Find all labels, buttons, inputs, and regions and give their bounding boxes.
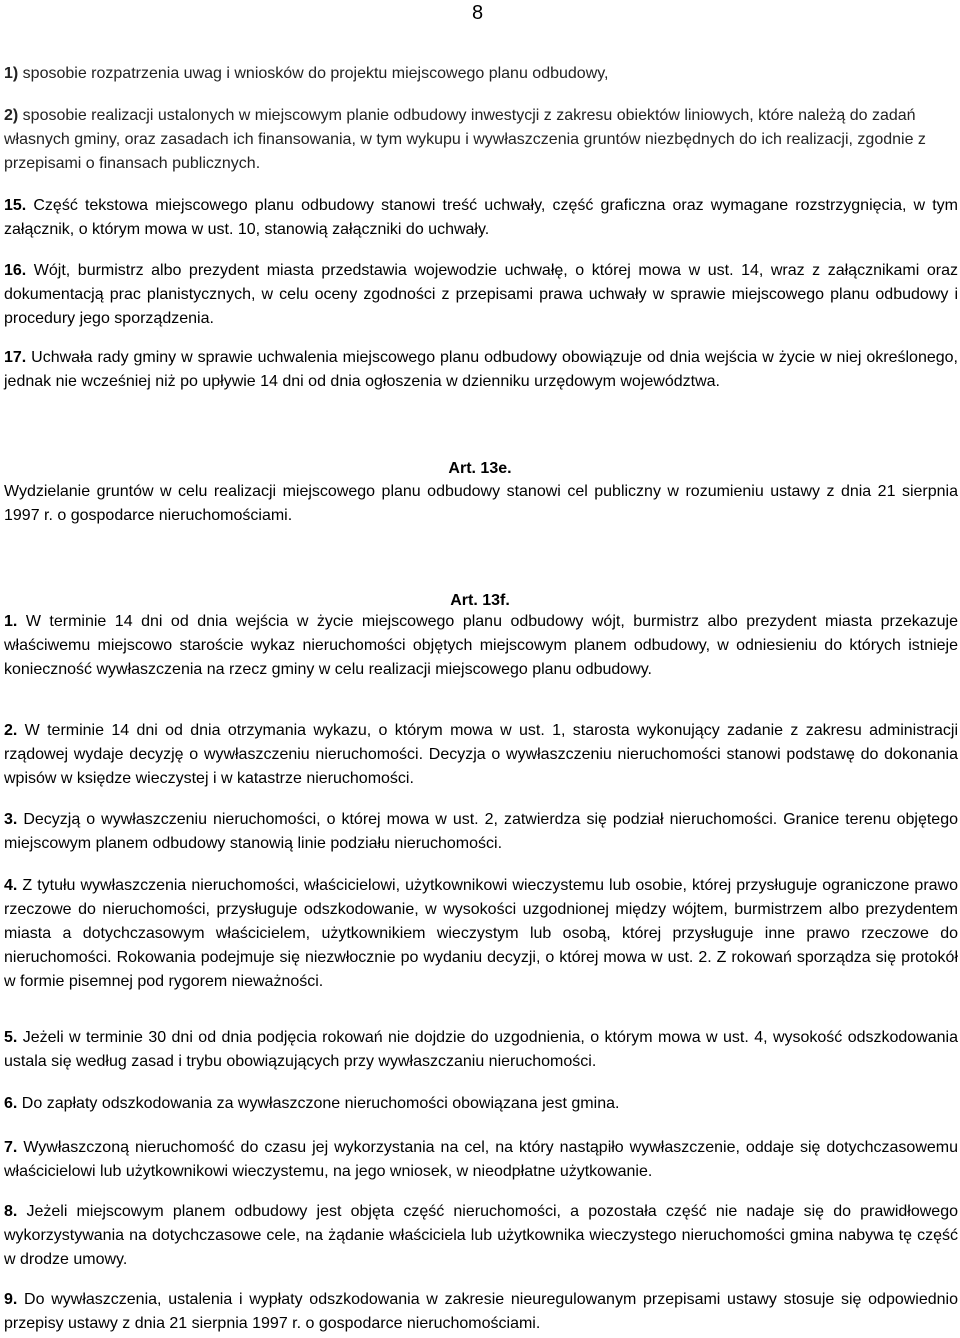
article-13f-title: Art. 13f. <box>450 592 510 609</box>
paragraph-text: Do wywłaszczenia, ustalenia i wypłaty odszkodowania w zakresie nieuregulowanym przepisami ustawy stosuje się odpowiednio przepisy ustawy z dnia 21 sierpnia 1997 r. o gospodarce nieruchomościami. <box>4 1291 958 1332</box>
article-13e-text: Wydzielanie gruntów w celu realizacji miejscowego planu odbudowy stanowi cel publiczny w rozumieniu ustawy z dnia 21 sierpnia 1997 r. o gospodarce nieruchomościami. <box>4 483 958 524</box>
paragraph-text: Do zapłaty odszkodowania za wywłaszczone nieruchomości obowiązana jest gmina. <box>17 1095 620 1112</box>
paragraph-text: Wywłaszczoną nieruchomość do czasu jej wykorzystania na cel, na który nastąpiło wywłaszczenie, oddaje się dotychczasowemu właścicielowi lub użytkownikowi wieczystemu, na jego wniosek, w nieodpłatne użytkowanie. <box>4 1139 958 1180</box>
paragraph-number: 16. <box>4 262 27 279</box>
paragraph-text: W terminie 14 dni od dnia otrzymania wykazu, o którym mowa w ust. 1, starosta wykonujący zadanie z zakresu administracji rządowej wydaje decyzję o wywłaszczeniu nieruchomości. Decyzja o wywłaszczeniu nieruchomości stanowi podstawę do dokonania wpisów w księdze wieczystej i w katastrze nieruchomości. <box>4 722 958 787</box>
paragraph-17 <box>4 346 958 394</box>
paragraph-number: 1. <box>4 613 18 630</box>
paragraph-number: 2. <box>4 722 18 739</box>
paragraph-number: 8. <box>4 1203 18 1220</box>
article-13f-paragraph-1 <box>4 610 958 682</box>
article-13f-paragraph-7 <box>4 1136 958 1184</box>
item-number: 1) <box>4 65 19 82</box>
list-item-2 <box>4 104 958 176</box>
item-text: sposobie realizacji ustalonych w miejscowym planie odbudowy inwestycji z zakresu obiektów liniowych, które należą do zadań własnych gminy, oraz zasadach ich finansowania, w tym wykupu i wywłaszczenia gruntów niezbędnych do ich realizacji, zgodnie z przepisami o finansach publicznych. <box>4 107 926 172</box>
page-number: 8 <box>472 2 484 24</box>
paragraph-number: 15. <box>4 197 27 214</box>
paragraph-number: 6. <box>4 1095 18 1112</box>
item-text: sposobie rozpatrzenia uwag i wniosków do projektu miejscowego planu odbudowy, <box>18 65 609 82</box>
article-13f-paragraph-5 <box>4 1026 958 1074</box>
paragraph-16 <box>4 259 958 331</box>
paragraph-text: Jeżeli w terminie 30 dni od dnia podjęcia rokowań nie dojdzie do uzgodnienia, o którym mowa w ust. 4, wysokość odszkodowania ustala się według zasad i trybu obowiązujących przy wywłaszczaniu nieruchomości. <box>4 1029 958 1070</box>
paragraph-text: Z tytułu wywłaszczenia nieruchomości, właścicielowi, użytkownikowi wieczystemu lub osobie, której przysługuje ograniczone prawo rzeczowe do nieruchomości, przysługuje odszkodowanie, w wysokości uzgodnionej między wójtem, burmistrzem albo prezydentem miasta a dotychczasowym właścicielem, użytkownikiem wieczystym lub osobą, której przysługuje inne prawo rzeczowe do nieruchomości. Rokowania podejmuje się niezwłocznie po wydaniu decyzji, o której mowa w ust. 2. Z rokowań sporządza się protokół w formie pisemnej pod rygorem nieważności. <box>4 877 958 990</box>
paragraph-number: 5. <box>4 1029 18 1046</box>
article-13f-paragraph-3 <box>4 808 958 856</box>
paragraph-text: Część tekstowa miejscowego planu odbudowy stanowi treść uchwały, część graficzna oraz wymagane rozstrzygnięcia, w tym załącznik, o którym mowa w ust. 10, stanowią załączniki do uchwały. <box>4 197 958 238</box>
article-13e-title: Art. 13e. <box>448 460 512 477</box>
item-number: 2) <box>4 107 19 124</box>
article-13f-paragraph-6 <box>4 1092 958 1116</box>
paragraph-number: 17. <box>4 349 27 366</box>
article-13f-paragraph-4 <box>4 874 958 994</box>
paragraph-number: 7. <box>4 1139 18 1156</box>
paragraph-number: 3. <box>4 811 18 828</box>
paragraph-number: 4. <box>4 877 18 894</box>
article-13f-paragraph-2 <box>4 719 958 791</box>
paragraph-text: Uchwała rady gminy w sprawie uchwalenia miejscowego planu odbudowy obowiązuje od dnia wejścia w życie w niej określonego, jednak nie wcześniej niż po upływie 14 dni od dnia ogłoszenia w dzienniku urzędowym województwa. <box>4 349 958 390</box>
paragraph-text: Jeżeli miejscowym planem odbudowy jest objęta część nieruchomości, a pozostała część nie nadaje się do prawidłowego wykorzystywania na dotychczasowe cele, na żądanie właściciela lub użytkownika wieczystego nieruchomości gmina nabywa tę część w drodze umowy. <box>4 1203 958 1268</box>
paragraph-text: W terminie 14 dni od dnia wejścia w życie miejscowego planu odbudowy wójt, burmistrz albo prezydent miasta przekazuje właściwemu miejscowo staroście wykaz nieruchomości objętych miejscowym planem odbudowy, w odniesieniu do których istnieje konieczność wywłaszczenia na rzecz gminy w celu realizacji miejscowego planu odbudowy. <box>4 613 958 678</box>
paragraph-text: Decyzją o wywłaszczeniu nieruchomości, o której mowa w ust. 2, zatwierdza się podział nieruchomości. Granice terenu objętego miejscowym planem odbudowy stanowią linie podziału nieruchomości. <box>4 811 958 852</box>
paragraph-text: Wójt, burmistrz albo prezydent miasta przedstawia wojewodzie uchwałę, o której mowa w ust. 14, wraz z załącznikami oraz dokumentacją prac planistycznych, w celu oceny zgodności z przepisami prawa uchwały w sprawie miejscowego planu odbudowy i procedury jego sporządzenia. <box>4 262 958 327</box>
paragraph-15 <box>4 194 958 242</box>
article-13f-paragraph-8 <box>4 1200 958 1272</box>
article-13f-paragraph-9 <box>4 1288 958 1336</box>
list-item-1 <box>4 62 958 86</box>
paragraph-number: 9. <box>4 1291 18 1308</box>
